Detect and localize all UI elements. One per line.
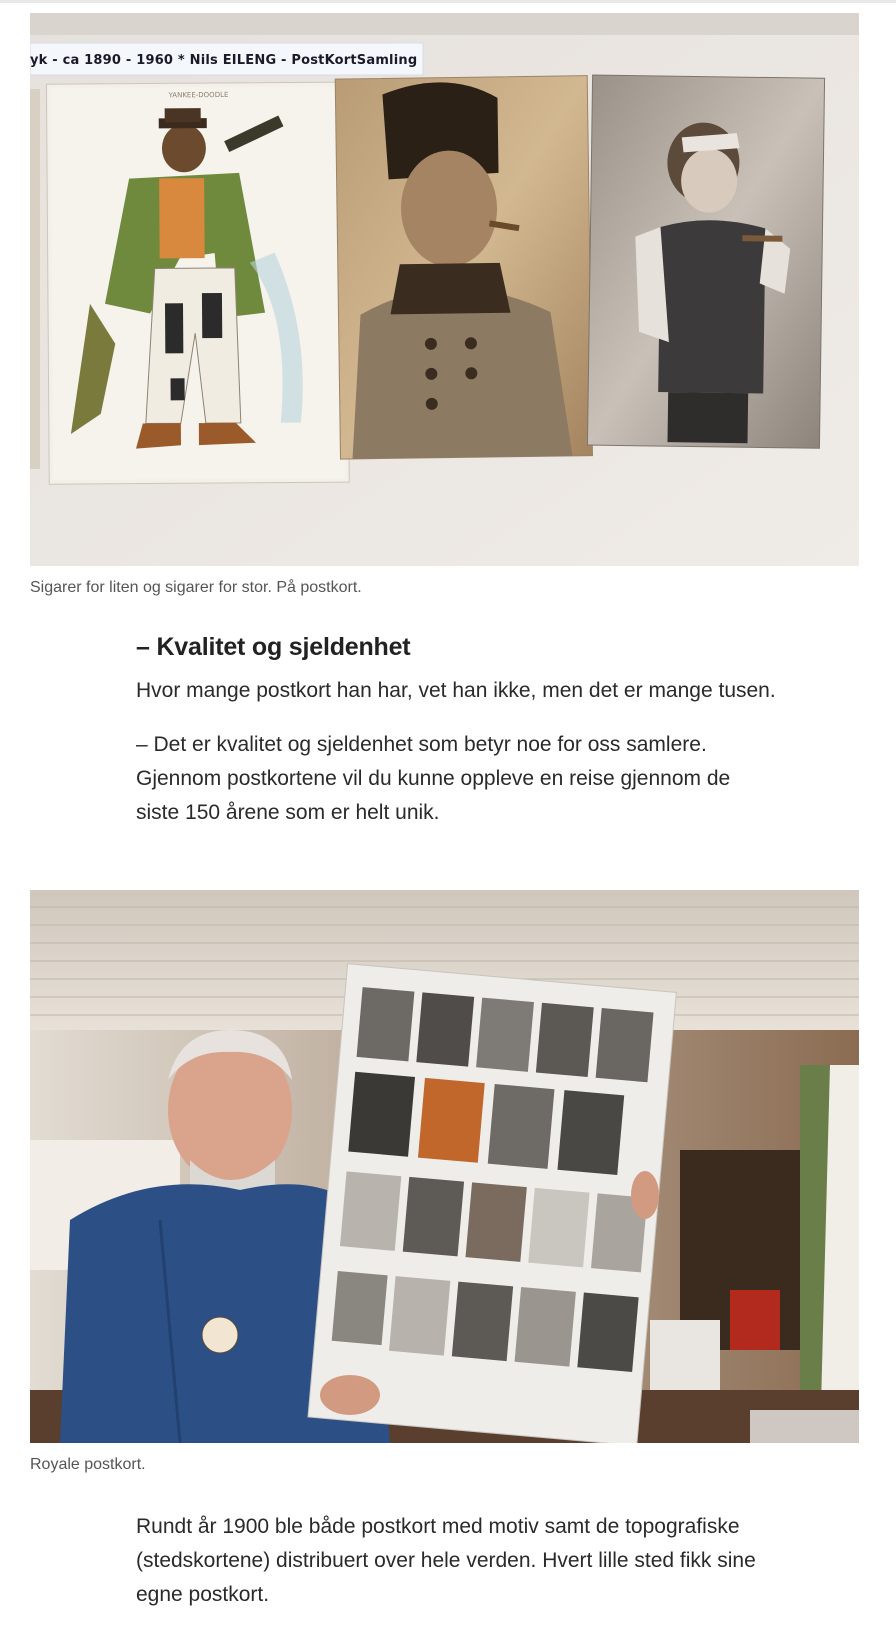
postcard-collection-label: yk - ca 1890 - 1960 * Nils EILENG - PostKortSamling xyxy=(30,53,418,68)
photo-royal-illustration xyxy=(30,890,859,1443)
photo-postcards-cigars[interactable] xyxy=(30,13,859,566)
article-section-quality xyxy=(136,633,776,850)
article-paragraph: Hvor mange postkort han har, vet han ikke, men det er mange tusen. xyxy=(136,679,776,702)
article-section-history xyxy=(136,1510,776,1632)
photo-royal-postcards[interactable] xyxy=(30,890,859,1443)
article-paragraph: Rundt år 1900 ble både postkort med motiv samt de topografiske (stedskortene) distribuert over hele verden. Hvert lille sted fikk sine egne postkort. xyxy=(136,1515,756,1606)
photo-caption: Sigarer for liten og sigarer for stor. På postkort. xyxy=(30,579,362,596)
photo-postcards-illustration xyxy=(30,13,859,566)
postcard1-title: YANKEE-DOODLE xyxy=(168,90,229,100)
section-heading: – Kvalitet og sjeldenhet xyxy=(136,633,411,661)
article-paragraph: – Det er kvalitet og sjeldenhet som betyr noe for oss samlere. Gjennom postkortene vil du kunne oppleve en reise gjennom de siste 150 årene som er helt unik. xyxy=(136,733,731,824)
figure-royal-postcards xyxy=(30,890,859,1475)
figure-postcards-cigars xyxy=(30,13,859,598)
photo-caption: Royale postkort. xyxy=(30,1456,146,1473)
top-divider xyxy=(0,0,896,3)
